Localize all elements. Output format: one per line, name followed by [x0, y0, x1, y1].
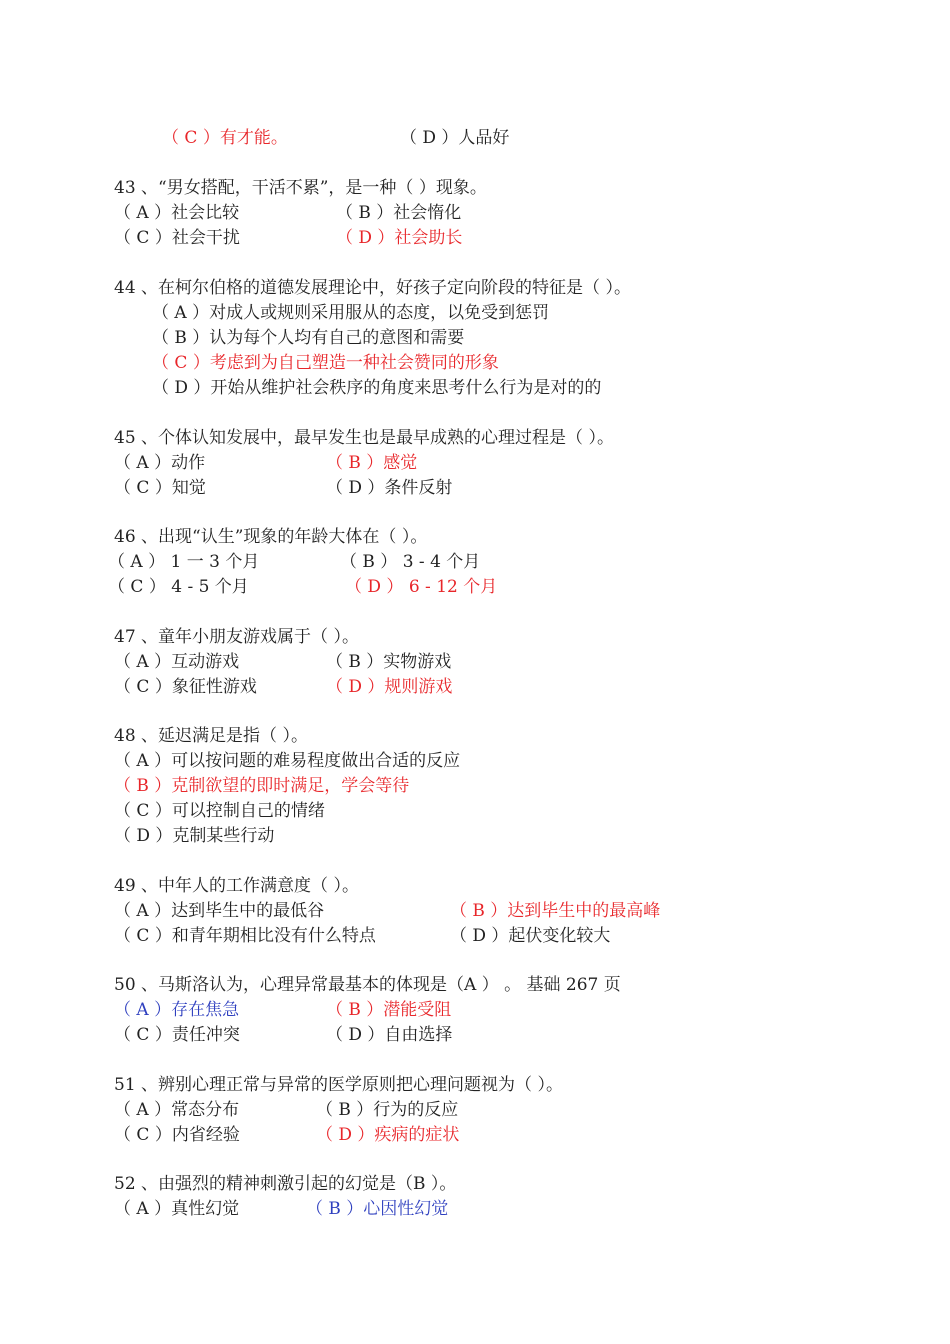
option-line: （ B ）实物游戏 — [326, 652, 452, 672]
option-line: （ D ）社会助长 — [336, 228, 463, 248]
option-line: （ C ）象征性游戏 — [114, 677, 257, 697]
option-line: （ A ） 1 一 3 个月 — [108, 552, 260, 572]
question-line: 52 、由强烈的精神刺激引起的幻觉是（B ）。 — [114, 1174, 457, 1194]
option-line: （ D ）开始从维护社会秩序的角度来思考什么行为是对的的 — [152, 378, 602, 398]
option-line: （ C ）责任冲突 — [114, 1025, 240, 1045]
option-line: （ D ）疾病的症状 — [316, 1125, 460, 1145]
option-line: （ C ）内省经验 — [114, 1125, 240, 1145]
question-line: 50 、马斯洛认为，心理异常最基本的体现是（A ） 。 基础 267 页 — [114, 975, 621, 995]
option-line: （ C ）考虑到为自己塑造一种社会赞同的形象 — [152, 353, 499, 373]
option-line: （ A ）动作 — [114, 453, 206, 473]
option-line: （ D ）起伏变化较大 — [450, 926, 611, 946]
question-line: 51 、辨别心理正常与异常的医学原则把心理问题视为（ ）。 — [114, 1075, 563, 1095]
option-line: （ D ）条件反射 — [326, 478, 453, 498]
option-line: （ B ）社会惰化 — [336, 203, 462, 223]
option-line: （ A ）达到毕生中的最低谷 — [114, 901, 325, 921]
option-line: （ A ）社会比较 — [114, 203, 240, 223]
option-line: （ B ）心因性幻觉 — [306, 1199, 449, 1219]
option-line: （ D ） 6 - 12 个月 — [345, 577, 498, 597]
option-line: （ A ）真性幻觉 — [114, 1199, 240, 1219]
question-line: 47 、童年小朋友游戏属于（ ）。 — [114, 627, 359, 647]
option-line: （ C ）有才能。 — [162, 128, 288, 148]
option-line: （ C ）社会干扰 — [114, 228, 240, 248]
option-line: （ D ）规则游戏 — [326, 677, 453, 697]
option-line: （ A ）对成人或规则采用服从的态度，以免受到惩罚 — [152, 303, 550, 323]
option-line: （ C ）和青年期相比没有什么特点 — [114, 926, 376, 946]
question-line: 43 、“男女搭配，干活不累”，是一种（ ）现象。 — [114, 178, 487, 198]
question-line: 49 、中年人的工作满意度（ ）。 — [114, 876, 359, 896]
option-line: （ D ）人品好 — [400, 128, 510, 148]
option-line: （ C ） 4 - 5 个月 — [108, 577, 249, 597]
option-line: （ C ）可以控制自己的情绪 — [114, 801, 325, 821]
option-line: （ D ）自由选择 — [326, 1025, 453, 1045]
option-line: （ A ）可以按问题的难易程度做出合适的反应 — [114, 751, 461, 771]
option-line: （ B ）感觉 — [326, 453, 418, 473]
option-line: （ A ）存在焦急 — [114, 1000, 240, 1020]
option-line: （ B ） 3 - 4 个月 — [340, 552, 481, 572]
question-line: 44 、在柯尔伯格的道德发展理论中，好孩子定向阶段的特征是（ ）。 — [114, 278, 631, 298]
option-line: （ B ）认为每个人均有自己的意图和需要 — [152, 328, 465, 348]
option-line: （ A ）常态分布 — [114, 1100, 240, 1120]
question-line: 48 、延迟满足是指（ ）。 — [114, 726, 308, 746]
option-line: （ C ）知觉 — [114, 478, 206, 498]
option-line: （ B ）潜能受阻 — [326, 1000, 452, 1020]
option-line: （ B ）行为的反应 — [316, 1100, 459, 1120]
option-line: （ B ）克制欲望的即时满足，学会等待 — [114, 776, 410, 796]
option-line: （ A ）互动游戏 — [114, 652, 240, 672]
question-line: 46 、出现“认生”现象的年龄大体在（ ）。 — [114, 527, 428, 547]
question-line: 45 、个体认知发展中，最早发生也是最早成熟的心理过程是（ ）。 — [114, 428, 614, 448]
option-line: （ D ）克制某些行动 — [114, 826, 275, 846]
option-line: （ B ）达到毕生中的最高峰 — [450, 901, 661, 921]
